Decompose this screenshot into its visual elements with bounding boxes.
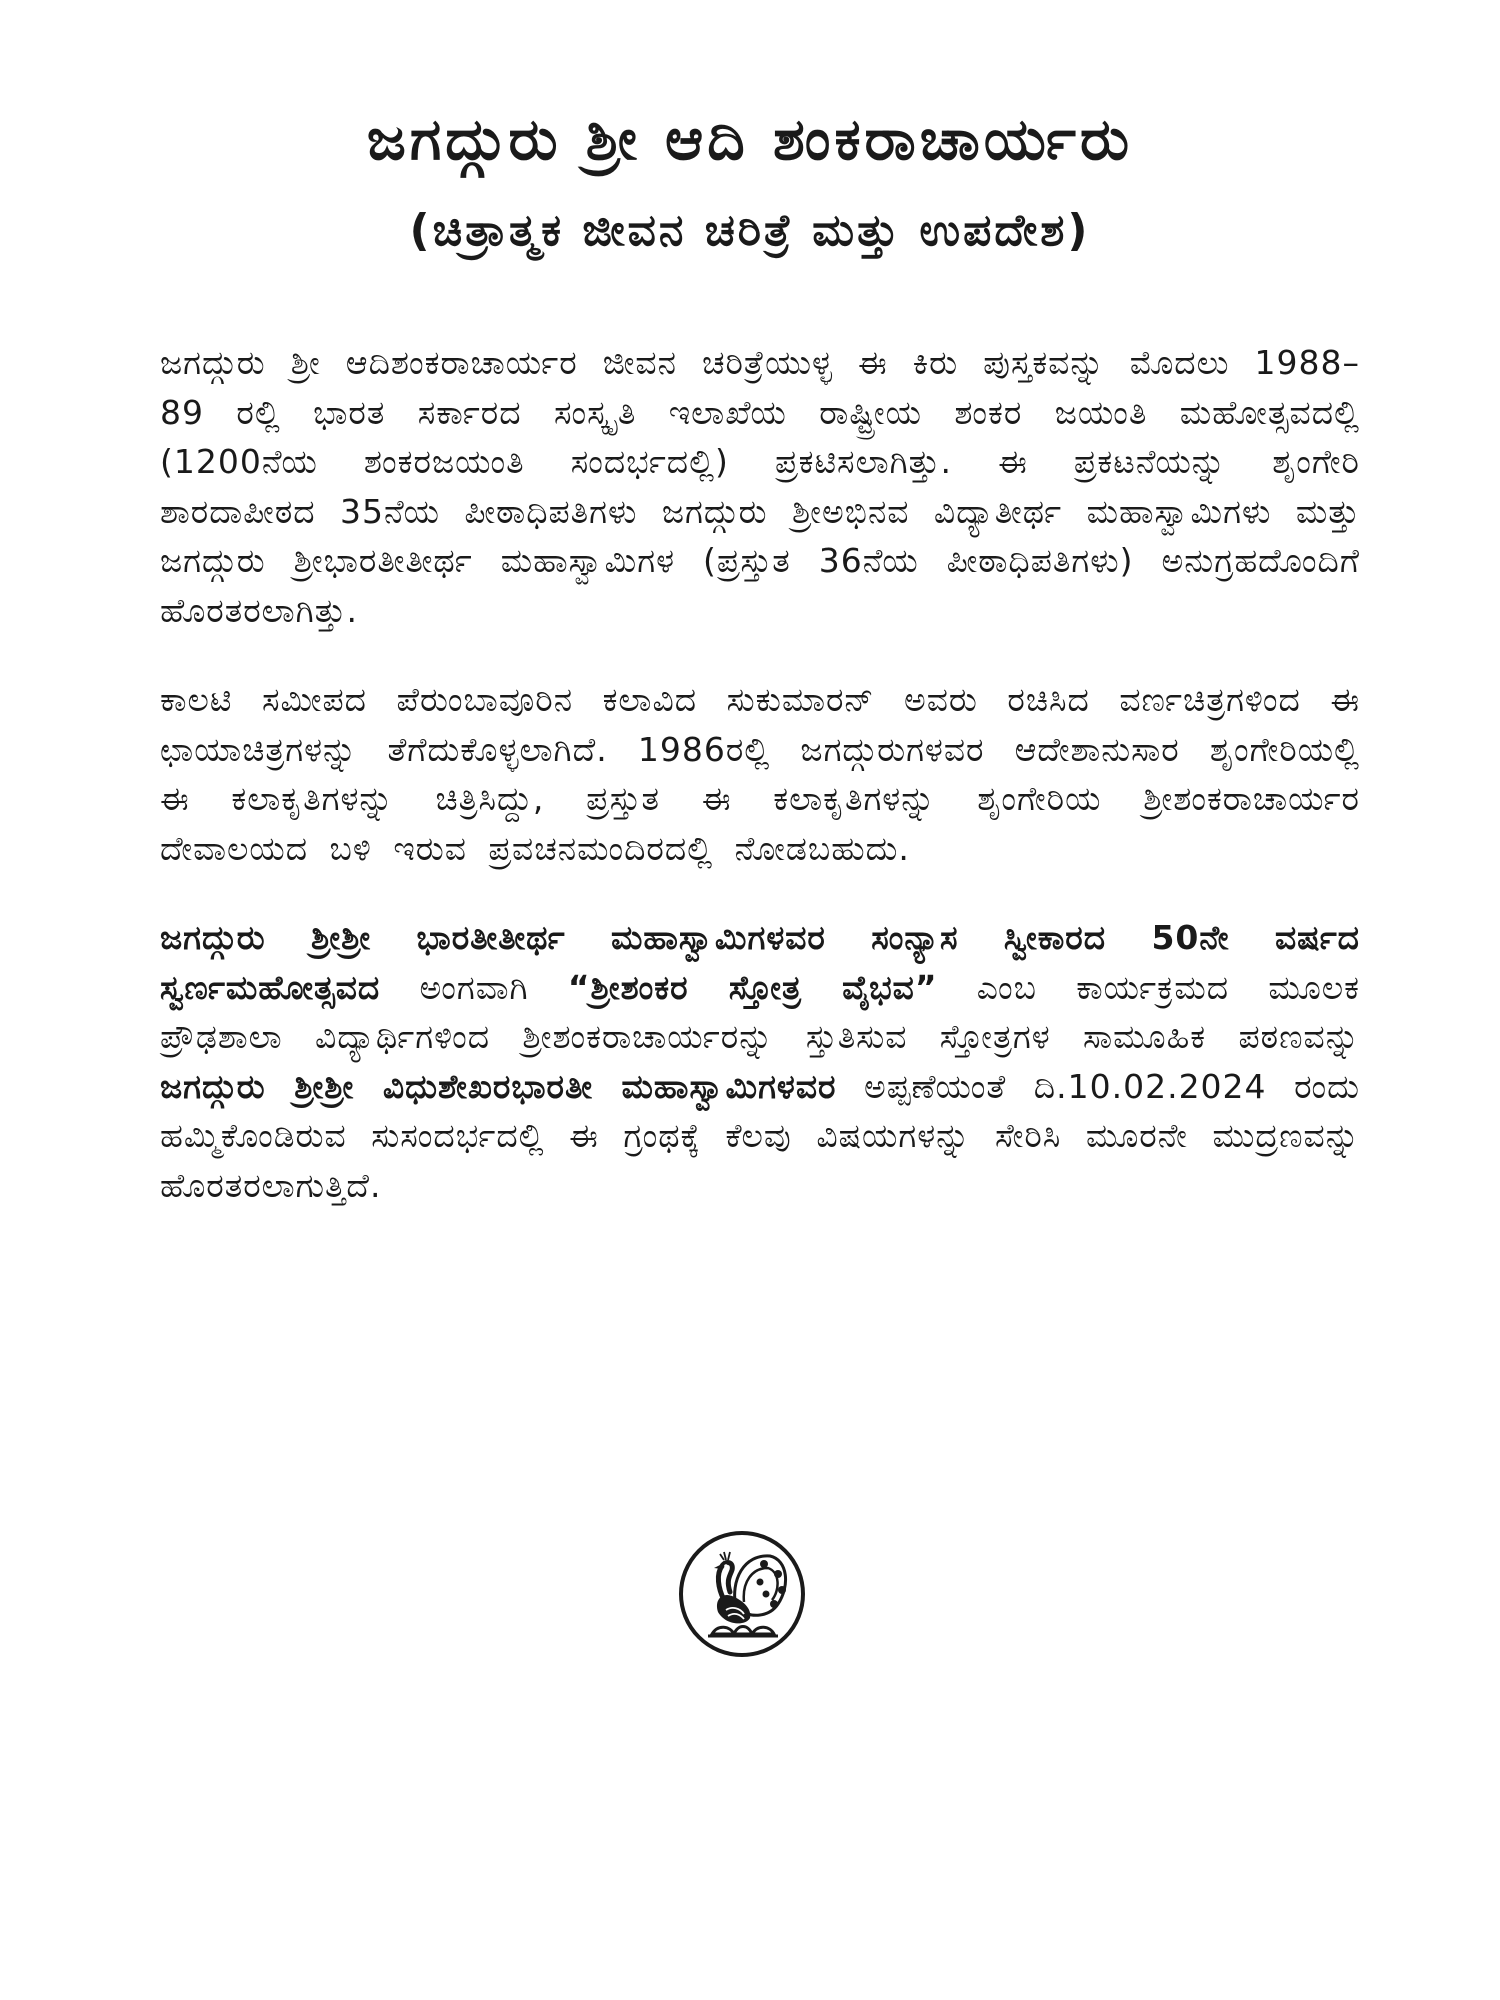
page-subtitle: (ಚಿತ್ರಾತ್ಮಕ ಜೀವನ ಚರಿತ್ರೆ ಮತ್ತು ಉಪದೇಶ) xyxy=(409,205,1091,256)
peacock-emblem-icon xyxy=(678,1530,806,1658)
program-name: “ಶ್ರೀಶಂಕರ ಸ್ತೋತ್ರ ವೈಭವ” xyxy=(567,967,938,1007)
paragraph-span: ಅಪ್ಪಣೆಯಂತೆ ದಿ.10.02.2024 ರಂದು ಹಮ್ಮಿಕೊಂಡಿರುವ ಸುಸಂದರ್ಭದಲ್ಲಿ ಈ ಗ್ರಂಥಕ್ಕೆ ಕೆಲವು ವಿಷಯಗಳನ್ನು ಸೇರಿಸಿ ಮೂರನೇ ಮುದ್ರಣವನ್ನು ಹೊರತರಲಾಗುತ್ತಿದೆ. xyxy=(160,1066,1360,1205)
paragraph-span: ಅಂಗವಾಗಿ xyxy=(380,967,568,1007)
paragraph-history: ಜಗದ್ಗುರು ಶ್ರೀ ಆದಿಶಂಕರಾಚಾರ್ಯರ ಜೀವನ ಚರಿತ್ರೆಯುಳ್ಳ ಈ ಕಿರು ಪುಸ್ತಕವನ್ನು ಮೊದಲು 1988–89 ರಲ್ಲಿ ಭಾರತ ಸರ್ಕಾರದ ಸಂಸ್ಕೃತಿ ಇಲಾಖೆಯ ರಾಷ್ಟ್ರೀಯ ಶಂಕರ ಜಯಂತಿ ಮಹೋತ್ಸವದಲ್ಲಿ (1200ನೆಯ ಶಂಕರಜಯಂತಿ ಸಂದರ್ಭದಲ್ಲಿ) ಪ್ರಕಟಿಸಲಾಗಿತ್ತು. ಈ ಪ್ರಕಟನೆಯನ್ನು ಶೃಂಗೇರಿ ಶಾರದಾಪೀಠದ 35ನೆಯ ಪೀಠಾಧಿಪತಿಗಳು ಜಗದ್ಗುರು ಶ್ರೀಅಭಿನವ ವಿದ್ಯಾತೀರ್ಥ ಮಹಾಸ್ವಾಮಿಗಳು ಮತ್ತು ಜಗದ್ಗುರು ಶ್ರೀಭಾರತೀತೀರ್ಥ ಮಹಾಸ್ವಾಮಿಗಳ (ಪ್ರಸ್ತುತ 36ನೆಯ ಪೀಠಾಧಿಪತಿಗಳು) ಅನುಗ್ರಹದೊಂದಿಗೆ ಹೊರತರಲಾಗಿತ್ತು. xyxy=(160,343,1360,630)
paragraph-artworks: ಕಾಲಟಿ ಸಮೀಪದ ಪೆರುಂಬಾವೂರಿನ ಕಲಾವಿದ ಸುಕುಮಾರನ್ ಅವರು ರಚಿಸಿದ ವರ್ಣಚಿತ್ರಗಳಿಂದ ಈ ಛಾಯಾಚಿತ್ರಗಳನ್ನು ತೆಗೆದುಕೊಳ್ಳಲಾಗಿದೆ. 1986ರಲ್ಲಿ ಜಗದ್ಗುರುಗಳವರ ಆದೇಶಾನುಸಾರ ಶೃಂಗೇರಿಯಲ್ಲಿ ಈ ಕಲಾಕೃತಿಗಳನ್ನು ಚಿತ್ರಿಸಿದ್ದು, ಪ್ರಸ್ತುತ ಈ ಕಲಾಕೃತಿಗಳನ್ನು ಶೃಂಗೇರಿಯ ಶ್ರೀಶಂಕರಾಚಾರ್ಯರ ದೇವಾಲಯದ ಬಳಿ ಇರುವ ಪ್ರವಚನಮಂದಿರದಲ್ಲಿ ನೋಡಬಹುದು. xyxy=(160,680,1360,868)
paragraph-bold-span: ಜಗದ್ಗುರು ಶ್ರೀಶ್ರೀ ವಿಧುಶೇಖರಭಾರತೀ ಮಹಾಸ್ವಾಮಿಗಳವರ xyxy=(160,1066,837,1106)
paragraph-bold-span: ಜಗದ್ಗುರು ಶ್ರೀಶ್ರೀ ಭಾರತೀತೀರ್ಥ ಮಹಾಸ್ವಾಮಿಗಳವರ ಸಂನ್ಯಾಸ ಸ್ವೀಕಾರದ 50ನೇ ವರ್ಷದ ಸ್ವರ್ಣಮಹೋತ್ಸವದ xyxy=(160,918,1360,1007)
paragraph-third-edition xyxy=(160,913,1360,1210)
paragraph-span: ಎಂಬ ಕಾರ್ಯಕ್ರಮದ ಮೂಲಕ ಪ್ರೌಢಶಾಲಾ ವಿದ್ಯಾರ್ಥಿಗಳಿಂದ ಶ್ರೀಶಂಕರಾಚಾರ್ಯರನ್ನು ಸ್ತುತಿಸುವ ಸ್ತೋತ್ರಗಳ ಸಾಮೂಹಿಕ ಪಠಣವನ್ನು xyxy=(160,967,1360,1056)
body-text xyxy=(160,338,1360,1250)
page-title: ಜಗದ್ಗುರು ಶ್ರೀ ಆದಿ ಶಂಕರಾಚಾರ್ಯರು xyxy=(366,105,1134,173)
